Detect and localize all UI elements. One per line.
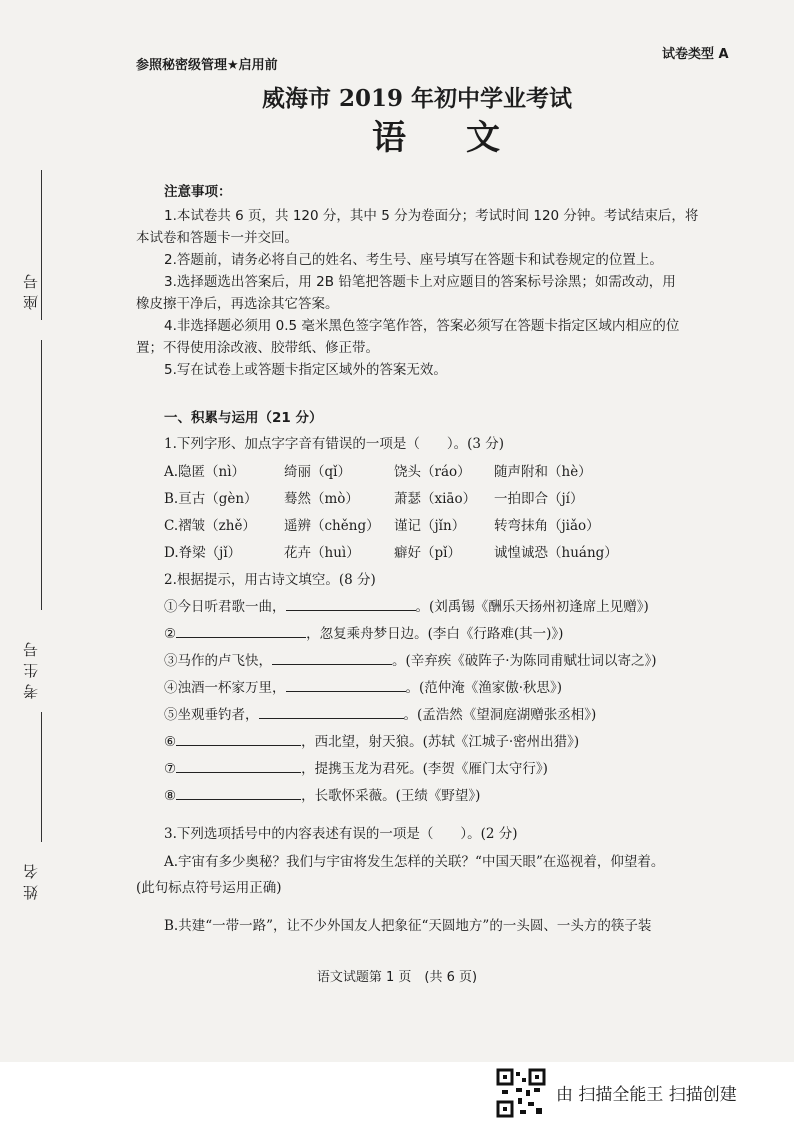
option-word: 诚惶诚恐（huáng） [494, 545, 618, 561]
notes-line: 橡皮擦干净后，再选涂其它答案。 [136, 296, 339, 312]
fill-item [164, 703, 596, 723]
option-word: C.褶皱（zhě） [164, 518, 256, 534]
option-word: 转弯抹角（jiǎo） [494, 518, 600, 534]
fill-item [164, 595, 649, 615]
option-word: 绮丽（qǐ） [284, 464, 351, 480]
fill-suffix: 。(刘禹锡《酬乐天扬州初逢席上见赠》) [415, 599, 649, 615]
option-word: A.隐匿（nì） [164, 464, 246, 480]
paper-type-label: 试卷类型 A [662, 47, 729, 62]
fill-prefix: ② [164, 626, 177, 642]
fill-item [164, 784, 480, 804]
notes-line: 5.写在试卷上或答题卡指定区域外的答案无效。 [164, 362, 447, 378]
question-3-stem: 3.下列选项括号中的内容表述有误的一项是（ ）。(2 分) [164, 826, 518, 842]
fill-suffix: ，长歌怀采薇。(王绩《野望》) [301, 788, 481, 804]
fill-prefix: ④浊酒一杯家万里， [164, 680, 286, 696]
margin-line [41, 712, 42, 842]
fill-suffix: ，提携玉龙为君死。(李贺《雁门太守行》) [301, 761, 548, 777]
fill-suffix: ，忽复乘舟梦日边。(李白《行路难(其一)》) [306, 626, 564, 642]
question-3-option-a-note: (此句标点符号运用正确) [136, 880, 282, 896]
margin-line [41, 340, 42, 610]
qr-code-icon [496, 1068, 546, 1118]
notes-line: 3.选择题选出答案后，用 2B 铅笔把答题卡上对应题目的答案标号涂黑；如需改动，用 [164, 274, 676, 290]
fill-item [164, 730, 579, 750]
answer-blank [176, 625, 306, 638]
answer-blank [176, 733, 301, 746]
option-word: 遥辨（chěng） [284, 518, 380, 534]
notes-line: 2.答题前，请务必将自己的姓名、考生号、座号填写在答题卡和试卷规定的位置上。 [164, 252, 663, 268]
fill-item [164, 649, 657, 669]
option-word: 萧瑟（xiāo） [394, 491, 477, 507]
option-word: B.亘古（gèn） [164, 491, 258, 507]
scanner-watermark: 由 扫描全能王 扫描创建 [556, 1085, 737, 1105]
answer-blank [176, 787, 301, 800]
fill-item [164, 757, 548, 777]
question-3-option-a: A.宇宙有多少奥秘？我们与宇宙将发生怎样的关联？“中国天眼”在巡视着，仰望着。 [164, 854, 665, 870]
question-1-stem: 1.下列字形、加点字字音有错误的一项是（ ）。(3 分) [164, 436, 505, 452]
fill-prefix: ⑥ [164, 734, 177, 750]
fill-suffix: 。(孟浩然《望洞庭湖赠张丞相》) [403, 707, 597, 723]
subject-title: 语文 [372, 118, 560, 158]
question-2-stem: 2.根据提示，用古诗文填空。(8 分) [164, 572, 376, 588]
seat-number-label: 座号 [22, 268, 40, 310]
answer-blank [176, 760, 301, 773]
notes-heading: 注意事项： [164, 184, 232, 200]
option-word: 一拍即合（jí） [494, 491, 584, 507]
fill-suffix: 。(辛弃疾《破阵子·为陈同甫赋壮词以寄之》) [392, 653, 657, 669]
answer-blank [272, 652, 392, 665]
answer-blank [259, 706, 404, 719]
option-word: D.脊梁（jǐ） [164, 545, 242, 561]
fill-item [164, 676, 562, 696]
fill-suffix: ，西北望，射天狼。(苏轼《江城子·密州出猎》) [301, 734, 580, 750]
option-word: 癖好（pǐ） [394, 545, 461, 561]
exam-number-label: 考生号 [22, 636, 40, 699]
fill-suffix: 。(范仲淹《渔家傲·秋思》) [405, 680, 563, 696]
section-heading: 一、积累与运用（21 分） [164, 410, 323, 426]
option-word: 花卉（huì） [284, 545, 360, 561]
notes-line: 本试卷和答题卡一并交回。 [136, 230, 298, 246]
notes-line: 1.本试卷共 6 页，共 120 分，其中 5 分为卷面分；考试时间 120 分钟。考试结束后，将 [164, 208, 699, 224]
option-word: 谨记（jǐn） [394, 518, 466, 534]
question-3-option-b: B.共建“一带一路”，让不少外国友人把象征“天圆地方”的一头圆、一头方的筷子装 [164, 918, 652, 934]
answer-blank [286, 679, 406, 692]
notes-line: 置；不得使用涂改液、胶带纸、修正带。 [136, 340, 379, 356]
fill-prefix: ⑤坐观垂钓者， [164, 707, 259, 723]
notes-line: 4.非选择题必须用 0.5 毫米黑色签字笔作答，答案必须写在答题卡指定区域内相应的位 [164, 318, 680, 334]
fill-prefix: ①今日听君歌一曲， [164, 599, 286, 615]
name-label: 姓名 [22, 858, 40, 900]
page-footer: 语文试题第 1 页 (共 6 页) [316, 970, 478, 985]
option-word: 饶头（ráo） [394, 464, 471, 480]
option-word: 随声附和（hè） [494, 464, 592, 480]
fill-prefix: ⑦ [164, 761, 177, 777]
confidential-label: 参照秘密级管理★启用前 [136, 58, 278, 73]
answer-blank [286, 598, 416, 611]
exam-title: 威海市 2019 年初中学业考试 [261, 85, 573, 112]
margin-line [41, 170, 42, 320]
fill-prefix: ⑧ [164, 788, 177, 804]
fill-prefix: ③马作的卢飞快， [164, 653, 272, 669]
fill-item [164, 622, 563, 642]
option-word: 蓦然（mò） [284, 491, 359, 507]
